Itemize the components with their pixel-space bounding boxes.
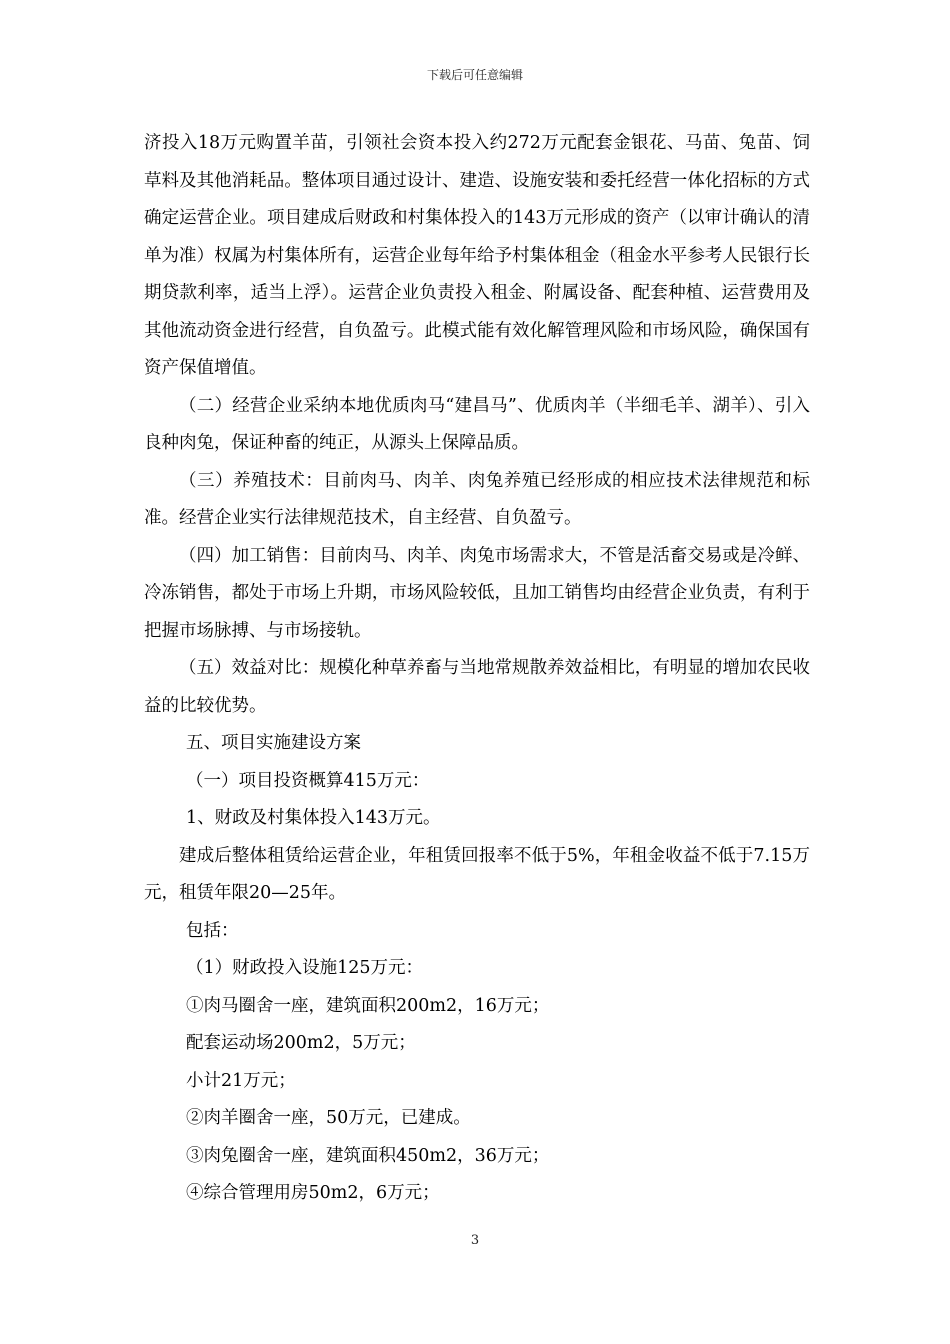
paragraph-breeding-technology: （三）养殖技术：目前肉马、肉羊、肉兔养殖已经形成的相应技术法律规范和标准。经营企业实行法律规范技术，自主经营、自负盈亏。 — [144, 470, 810, 528]
paragraph-funding-model: 济投入18万元购置羊苗，引领社会资本投入约272万元配套金银花、马苗、兔苗、饲草料及其他消耗品。整体项目通过设计、建造、设施安装和委托经营一体化招标的方式确定运营企业。项目建成后财政和村集体投入的143万元形成的资产（以审计确认的清单为准）权属为村集体所有，运营企业每年给予村集体租金（租金水平参考人民银行长期贷款利率，适当上浮）。运营企业负责投入租金、附属设备、配套种植、运营费用及其他流动资金进行经营，自负盈亏。此模式能有效化解管理风险和市场风险，确保国有资产保值增值。 — [144, 133, 810, 378]
label-including: 包括： — [186, 920, 239, 941]
paragraph-breeds: （二）经营企业采纳本地优质肉马“建昌马”、优质肉羊（半细毛羊、湖羊）、引入良种肉兔，保证种畜的纯正，从源头上保障品质。 — [144, 395, 810, 453]
list-item-rabbit-barn: ③肉兔圈舍一座，建筑面积450m2，36万元； — [186, 1145, 550, 1166]
page-number: 3 — [470, 1233, 480, 1248]
list-item-horse-barn: ①肉马圈舍一座，建筑面积200m2，16万元； — [186, 995, 550, 1016]
list-item-subtotal: 小计21万元； — [186, 1070, 296, 1091]
list-item-facilities: （1）财政投入设施125万元： — [186, 958, 424, 978]
paragraph-processing-sales: （四）加工销售：目前肉马、肉羊、肉兔市场需求大，不管是活畜交易或是冷鲜、冷冻销售，都处于市场上升期，市场风险较低，且加工销售均由经营企业负责，有利于把握市场脉搏、与市场接轨。 — [144, 545, 810, 641]
list-item-sheep-barn: ②肉羊圈舍一座，50万元，已建成。 — [186, 1108, 471, 1128]
list-item-exercise-yard: 配套运动场200m2，5万元； — [186, 1033, 416, 1053]
list-item-management-building: ④综合管理用房50m2，6万元； — [186, 1183, 440, 1203]
section-heading-implementation: 五、项目实施建设方案 — [186, 733, 361, 753]
page-header: 下载后可任意编辑 — [426, 68, 523, 82]
document-body — [144, 125, 810, 1213]
subheading-investment-estimate: （一）项目投资概算415万元： — [186, 770, 430, 791]
paragraph-benefit-comparison: （五）效益对比：规模化种草养畜与当地常规散养效益相比，有明显的增加农民收益的比较优势。 — [144, 658, 810, 716]
list-item-fiscal-investment: 1、财政及村集体投入143万元。 — [186, 808, 441, 828]
paragraph-lease-terms: 建成后整体租赁给运营企业，年租赁回报率不低于5%，年租金收益不低于7.15万元，租赁年限20—25年。 — [144, 845, 810, 903]
